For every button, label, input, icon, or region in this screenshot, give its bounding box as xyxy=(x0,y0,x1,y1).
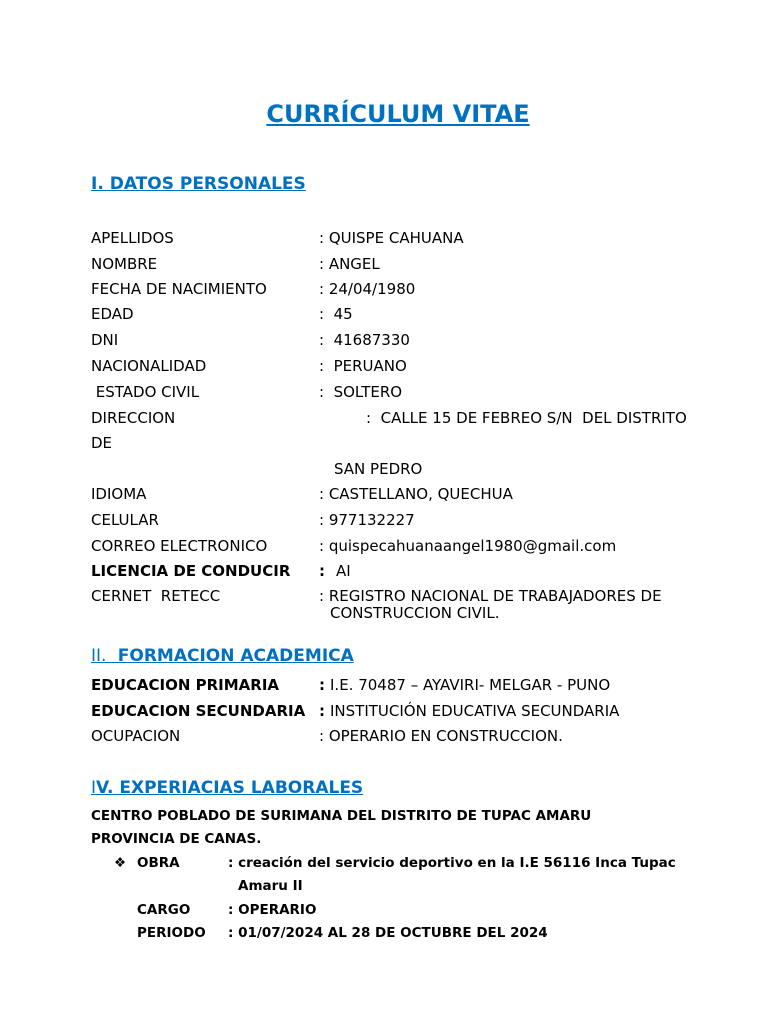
label-estado-civil: ESTADO CIVIL xyxy=(91,383,200,401)
value-direccion-line2: SAN PEDRO xyxy=(334,460,423,478)
label-idioma: IDIOMA xyxy=(91,485,147,503)
experience-place-line2: PROVINCIA DE CANAS. xyxy=(91,831,262,847)
section-title: V. EXPERIACIAS LABORALES xyxy=(96,778,364,798)
section-title: FORMACION ACADEMICA xyxy=(111,646,354,666)
value-educacion-primaria: I.E. 70487 – AYAVIRI- MELGAR - PUNO xyxy=(330,676,611,694)
value-correo: : quispecahuanaangel1980@gmail.com xyxy=(319,537,617,555)
label-direccion-continued: DE xyxy=(91,434,113,452)
value-obra-line2: Amaru II xyxy=(238,878,303,894)
value-idioma: : CASTELLANO, QUECHUA xyxy=(319,485,513,503)
value-ocupacion: : OPERARIO EN CONSTRUCCION. xyxy=(319,727,563,745)
section-heading-academic xyxy=(91,646,354,666)
label-apellidos: APELLIDOS xyxy=(91,229,174,247)
label-periodo: PERIODO xyxy=(137,925,206,941)
value-nombre: : ANGEL xyxy=(319,255,380,273)
label-correo: CORREO ELECTRONICO xyxy=(91,537,268,555)
colon-educacion-primaria: : xyxy=(319,676,325,694)
document-title: CURRÍCULUM VITAE xyxy=(266,100,530,128)
label-licencia: LICENCIA DE CONDUCIR xyxy=(91,562,291,580)
value-licencia: AI xyxy=(336,562,351,580)
label-obra: OBRA xyxy=(137,855,180,871)
value-cargo: : OPERARIO xyxy=(228,902,317,918)
value-cernet: : REGISTRO NACIONAL DE TRABAJADORES DE xyxy=(319,587,662,605)
value-periodo: : 01/07/2024 AL 28 DE OCTUBRE DEL 2024 xyxy=(228,925,548,941)
label-ocupacion: OCUPACION xyxy=(91,727,181,745)
value-celular: : 977132227 xyxy=(319,511,415,529)
label-educacion-secundaria: EDUCACION SECUNDARIA xyxy=(91,702,306,720)
label-nacionalidad: NACIONALIDAD xyxy=(91,357,207,375)
value-direccion: : CALLE 15 DE FEBREO S/N DEL DISTRITO xyxy=(366,409,687,427)
section-heading-personal-data: I. DATOS PERSONALES xyxy=(91,174,306,194)
label-dni: DNI xyxy=(91,331,119,349)
section-number: I xyxy=(91,778,97,798)
value-obra: : creación del servicio deportivo en la I.E 56116 Inca Tupac xyxy=(228,855,676,871)
label-cargo: CARGO xyxy=(137,902,191,918)
section-number: II. xyxy=(91,646,112,666)
label-direccion: DIRECCION xyxy=(91,409,176,427)
value-cernet-line2: CONSTRUCCION CIVIL. xyxy=(330,604,500,622)
bullet-diamond-icon: ❖ xyxy=(114,855,127,871)
value-dni: : 41687330 xyxy=(319,331,410,349)
value-estado-civil: : SOLTERO xyxy=(319,383,403,401)
value-fecha-nacimiento: : 24/04/1980 xyxy=(319,280,416,298)
label-edad: EDAD xyxy=(91,305,134,323)
label-educacion-primaria: EDUCACION PRIMARIA xyxy=(91,676,280,694)
colon-educacion-secundaria: : xyxy=(319,702,325,720)
value-nacionalidad: : PERUANO xyxy=(319,357,407,375)
label-cernet: CERNET RETECC xyxy=(91,587,221,605)
label-fecha-nacimiento: FECHA DE NACIMIENTO xyxy=(91,280,267,298)
experience-place-line1: CENTRO POBLADO DE SURIMANA DEL DISTRITO DE TUPAC AMARU xyxy=(91,808,592,824)
value-licencia-colon: : xyxy=(319,562,325,580)
value-educacion-secundaria: INSTITUCIÓN EDUCATIVA SECUNDARIA xyxy=(330,702,620,720)
label-celular: CELULAR xyxy=(91,511,159,529)
value-apellidos: : QUISPE CAHUANA xyxy=(319,229,464,247)
section-heading-experience xyxy=(91,778,363,798)
value-edad: : 45 xyxy=(319,305,353,323)
label-nombre: NOMBRE xyxy=(91,255,158,273)
